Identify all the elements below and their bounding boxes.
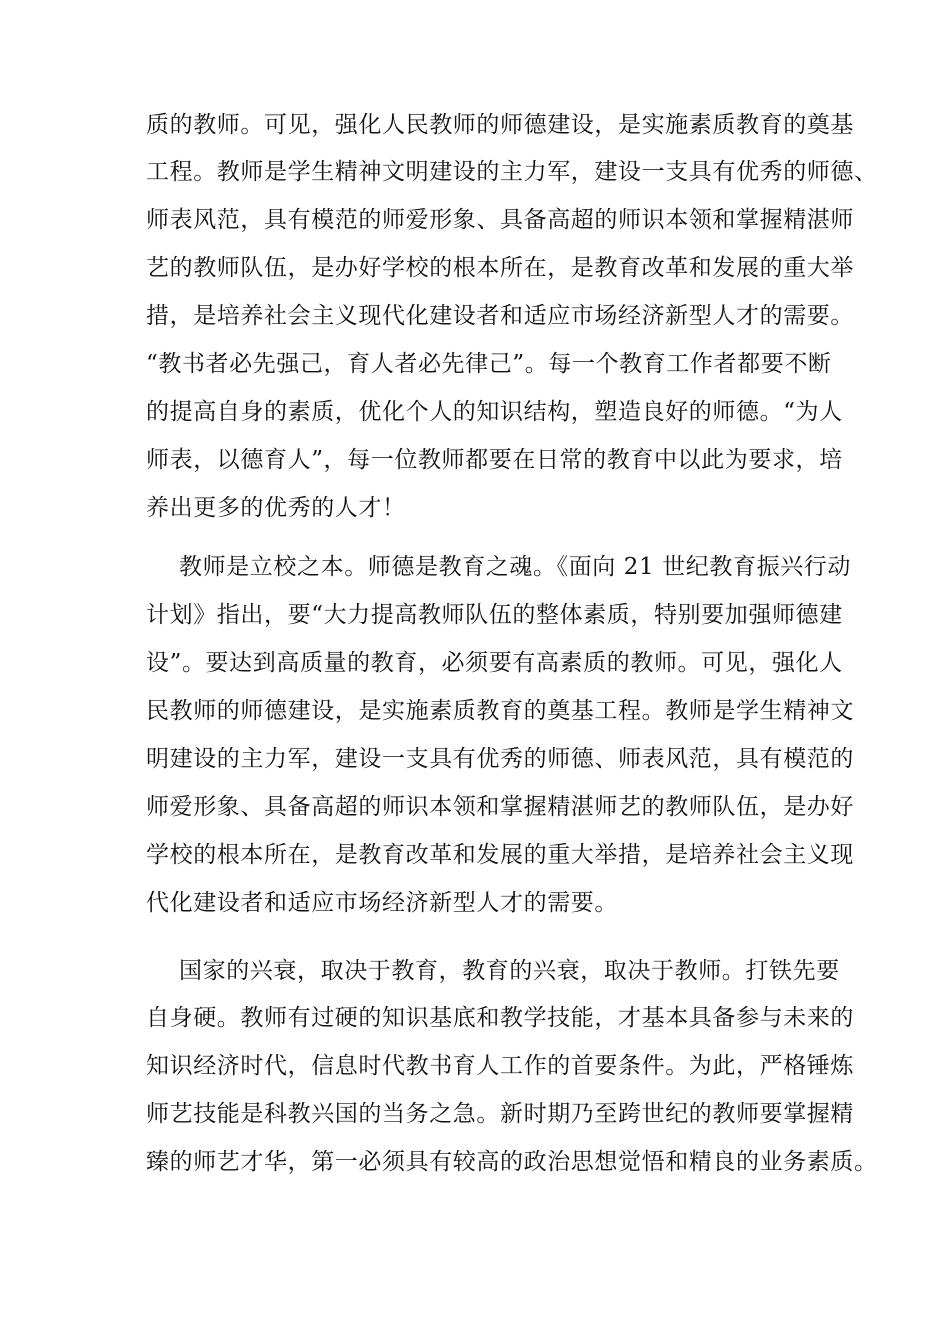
text-line: 计划》指出，要“大力提高教师队伍的整体素质，特别要加强师德建 [146, 602, 843, 628]
text-line: 师艺技能是科教兴国的当务之急。新时期乃至跨世纪的教师要掌握精 [146, 1101, 854, 1127]
text-line: 知识经济时代，信息时代教书育人工作的首要条件。为此，严格锤炼 [146, 1053, 854, 1079]
text-line: 师表风范，具有模范的师爱形象、具备高超的师识本领和掌握精湛师 [146, 207, 854, 233]
paragraph-first-line: 国家的兴衰，取决于教育，教育的兴衰，取决于教师。打铁先要 [179, 958, 840, 984]
text-line: “教书者必先强己，育人者必先律己”。每一个教育工作者都要不断 [146, 351, 832, 377]
text-line: 师爱形象、具备高超的师识本领和掌握精湛师艺的教师队伍，是办好 [146, 794, 854, 820]
text-line: 的提高自身的素质，优化个人的知识结构，塑造良好的师德。“为人 [146, 399, 843, 425]
text-line: 臻的师艺才华，第一必须具有较高的政治思想觉悟和精良的业务素质。 [146, 1149, 878, 1175]
text-line: 艺的教师队伍，是办好学校的根本所在，是教育改革和发展的重大举 [146, 255, 854, 281]
text-line: 措，是培养社会主义现代化建设者和适应市场经济新型人才的需要。 [146, 303, 854, 329]
text-line: 养出更多的优秀的人才！ [146, 495, 406, 521]
text-line: 明建设的主力军，建设一支具有优秀的师德、师表风范，具有模范的 [146, 746, 854, 772]
paragraph-first-line: 教师是立校之本。师德是教育之魂。《面向 21 世纪教育振兴行动 [179, 554, 851, 580]
text-line: 代化建设者和适应市场经济新型人才的需要。 [146, 890, 618, 916]
text-line: 质的教师。可见，强化人民教师的师德建设，是实施素质教育的奠基 [146, 112, 854, 138]
text-line: 民教师的师德建设，是实施素质教育的奠基工程。教师是学生精神文 [146, 698, 854, 724]
text-line: 设”。要达到高质量的教育，必须要有高素质的教师。可见，强化人 [146, 650, 843, 676]
text-line: 工程。教师是学生精神文明建设的主力军，建设一支具有优秀的师德、 [146, 159, 878, 185]
text-line: 学校的根本所在，是教育改革和发展的重大举措，是培养社会主义现 [146, 842, 854, 868]
text-line: 自身硬。教师有过硬的知识基底和教学技能，才基本具备参与未来的 [146, 1005, 854, 1031]
text-line: 师表，以德育人”，每一位教师都要在日常的教育中以此为要求，培 [146, 447, 843, 473]
